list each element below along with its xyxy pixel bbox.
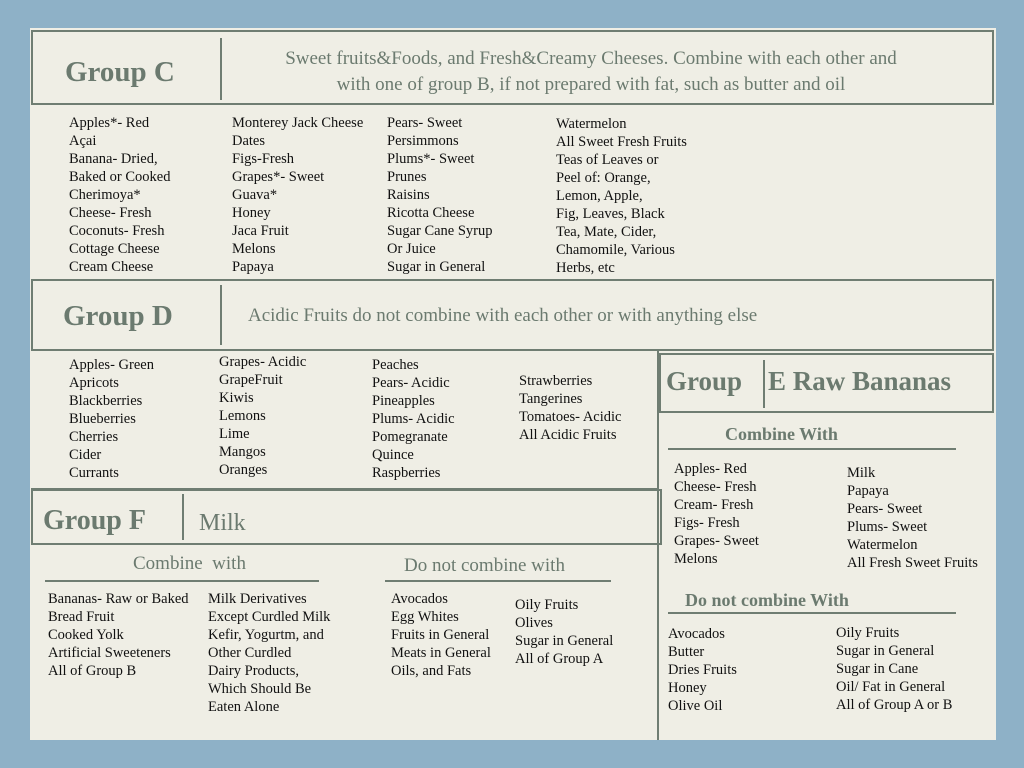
list-item: Artificial Sweeteners	[48, 645, 171, 661]
list-item: Tea, Mate, Cider,	[556, 224, 657, 240]
list-item: Cider	[69, 447, 102, 463]
list-item: Papaya	[847, 483, 889, 499]
list-item: All Fresh Sweet Fruits	[847, 555, 978, 571]
list-item: Oil/ Fat in General	[836, 679, 946, 695]
list-item: Pineapples	[372, 393, 435, 409]
group-d-col-3	[372, 356, 455, 482]
list-item: Herbs, etc	[556, 260, 615, 276]
list-item: Honey	[232, 205, 271, 221]
list-item: Meats in General	[391, 645, 491, 661]
list-item: Apples- Green	[69, 357, 154, 373]
list-item: Watermelon	[556, 116, 627, 132]
list-item: Monterey Jack Cheese	[232, 115, 364, 131]
group-f-combine-underline	[45, 580, 319, 582]
list-item: Peaches	[372, 357, 419, 373]
list-item: Cream- Fresh	[674, 497, 754, 513]
list-item: Lemon, Apple,	[556, 188, 643, 204]
list-item: Cherimoya*	[69, 187, 141, 203]
list-item: Tangerines	[519, 391, 583, 407]
group-d-desc: Acidic Fruits do not combine with each other or with anything else	[248, 305, 758, 326]
list-item: Pears- Acidic	[372, 375, 450, 391]
list-item: Cheese- Fresh	[69, 205, 152, 221]
list-item: Grapes- Acidic	[219, 354, 307, 370]
list-item: Watermelon	[847, 537, 918, 553]
list-item: Avocados	[391, 591, 448, 607]
list-item: Coconuts- Fresh	[69, 223, 165, 239]
group-c-col-3	[387, 114, 493, 276]
group-f-not-label: Do not combine with	[404, 555, 565, 576]
list-item: Cooked Yolk	[48, 627, 124, 643]
list-item: Grapes*- Sweet	[232, 169, 325, 185]
list-item: Blueberries	[69, 411, 136, 427]
list-item: Kefir, Yogurtm, and	[208, 627, 324, 643]
list-item: All of Group A or B	[836, 697, 953, 713]
list-item: Apples*- Red	[69, 115, 150, 131]
list-item: Baked or Cooked	[69, 169, 171, 185]
list-item: Bread Fruit	[48, 609, 115, 625]
list-item: Egg Whites	[391, 609, 459, 625]
list-item: Dates	[232, 133, 266, 149]
list-item: Dries Fruits	[668, 662, 737, 678]
group-e-not-underline	[668, 612, 956, 614]
group-e-divider	[763, 360, 765, 408]
list-item: Figs-Fresh	[232, 151, 295, 167]
group-e-not-col-1	[668, 625, 737, 715]
list-item: Sugar in General	[836, 643, 935, 659]
list-item: Apples- Red	[674, 461, 747, 477]
group-f-combine-label: Combine with	[133, 553, 246, 574]
list-item: GrapeFruit	[219, 372, 283, 388]
list-item: Currants	[69, 465, 119, 481]
group-c-col-1	[69, 114, 170, 276]
list-item: Blackberries	[69, 393, 143, 409]
list-item: Peel of: Orange,	[556, 170, 651, 186]
list-item: Fruits in General	[391, 627, 490, 643]
group-f-not-underline	[385, 580, 611, 582]
group-d-col-4	[519, 372, 621, 444]
list-item: Mangos	[219, 444, 266, 460]
list-item: Or Juice	[387, 241, 436, 257]
group-c-col-4	[556, 115, 687, 277]
list-item: Prunes	[387, 169, 427, 185]
group-d-title: Group D	[63, 300, 173, 332]
list-item: Chamomile, Various	[556, 242, 675, 258]
list-item: Papaya	[232, 259, 274, 275]
list-item: All of Group B	[48, 663, 137, 679]
group-f-combine-col-2	[208, 590, 330, 716]
list-item: Bananas- Raw or Baked	[48, 591, 189, 607]
list-item: Lime	[219, 426, 250, 442]
list-item: Raisins	[387, 187, 430, 203]
list-item: Cheese- Fresh	[674, 479, 757, 495]
list-item: Raspberries	[372, 465, 441, 481]
list-item: Figs- Fresh	[674, 515, 740, 531]
group-c-title: Group C	[65, 56, 175, 88]
group-e-title-right: E Raw Bananas	[768, 366, 952, 396]
group-d-col-2	[219, 353, 306, 479]
list-item: Grapes- Sweet	[674, 533, 759, 549]
group-e-combine-label: Combine With	[725, 424, 838, 444]
group-f-title: Group F	[43, 505, 146, 536]
list-item: Strawberries	[519, 373, 593, 389]
list-item: Sugar in General	[387, 259, 486, 275]
group-d-divider	[220, 285, 222, 345]
list-item: Honey	[668, 680, 707, 696]
list-item: Sugar in Cane	[836, 661, 919, 677]
list-item: Tomatoes- Acidic	[519, 409, 622, 425]
list-item: Pears- Sweet	[387, 115, 463, 131]
list-item: Milk Derivatives	[208, 591, 307, 607]
list-item: Cottage Cheese	[69, 241, 160, 257]
list-item: Teas of Leaves or	[556, 152, 659, 168]
list-item: Melons	[232, 241, 276, 257]
list-item: Plums- Sweet	[847, 519, 928, 535]
list-item: All Acidic Fruits	[519, 427, 617, 443]
list-item: Oranges	[219, 462, 268, 478]
list-item: Kiwis	[219, 390, 254, 406]
list-item: Except Curdled Milk	[208, 609, 331, 625]
list-item: Oily Fruits	[515, 597, 579, 613]
list-item: All Sweet Fresh Fruits	[556, 134, 687, 150]
group-e-combine-col-2	[847, 464, 978, 572]
group-f-not-col-2	[515, 596, 613, 668]
list-item: Jaca Fruit	[232, 223, 289, 239]
list-item: Cream Cheese	[69, 259, 154, 275]
list-item: Sugar in General	[515, 633, 614, 649]
list-item: Eaten Alone	[208, 699, 280, 715]
list-item: Other Curdled	[208, 645, 292, 661]
list-item: Dairy Products,	[208, 663, 300, 679]
list-item: Persimmons	[387, 133, 459, 149]
list-item: Pomegranate	[372, 429, 448, 445]
list-item: Sugar Cane Syrup	[387, 223, 493, 239]
list-item: Avocados	[668, 626, 725, 642]
list-item: Olive Oil	[668, 698, 723, 714]
list-item: Lemons	[219, 408, 266, 424]
list-item: Quince	[372, 447, 414, 463]
list-item: Butter	[668, 644, 705, 660]
list-item: Milk	[847, 465, 876, 481]
list-item: Plums*- Sweet	[387, 151, 475, 167]
group-e-not-label: Do not combine With	[685, 590, 849, 610]
list-item: Guava*	[232, 187, 278, 203]
list-item: Banana- Dried,	[69, 151, 158, 167]
group-e-not-col-2	[836, 624, 952, 714]
group-f-combine-col-1	[48, 590, 189, 680]
group-c-desc-line1: Sweet fruits&Foods, and Fresh&Creamy Cheeses. Combine with each other and	[285, 48, 897, 69]
list-item: Olives	[515, 615, 553, 631]
list-item: Oils, and Fats	[391, 663, 472, 679]
list-item: Cherries	[69, 429, 119, 445]
group-f-desc: Milk	[199, 510, 246, 536]
group-c-divider	[220, 38, 222, 100]
list-item: Melons	[674, 551, 718, 567]
list-item: All of Group A	[515, 651, 604, 667]
group-f-divider	[182, 494, 184, 540]
list-item: Which Should Be	[208, 681, 312, 697]
list-item: Plums- Acidic	[372, 411, 455, 427]
group-e-combine-underline	[668, 448, 956, 450]
list-item: Açai	[69, 133, 97, 149]
group-e-title-left: Group	[666, 366, 743, 396]
group-d-col-1	[69, 356, 154, 482]
list-item: Pears- Sweet	[847, 501, 923, 517]
list-item: Fig, Leaves, Black	[556, 206, 665, 222]
group-e-combine-col-1	[674, 460, 759, 568]
group-c-col-2	[232, 114, 363, 276]
list-item: Oily Fruits	[836, 625, 900, 641]
list-item: Ricotta Cheese	[387, 205, 475, 221]
group-c-desc-line2: with one of group B, if not prepared with fat, such as butter and oil	[336, 74, 846, 95]
group-f-not-col-1	[391, 590, 491, 680]
list-item: Apricots	[69, 375, 119, 391]
